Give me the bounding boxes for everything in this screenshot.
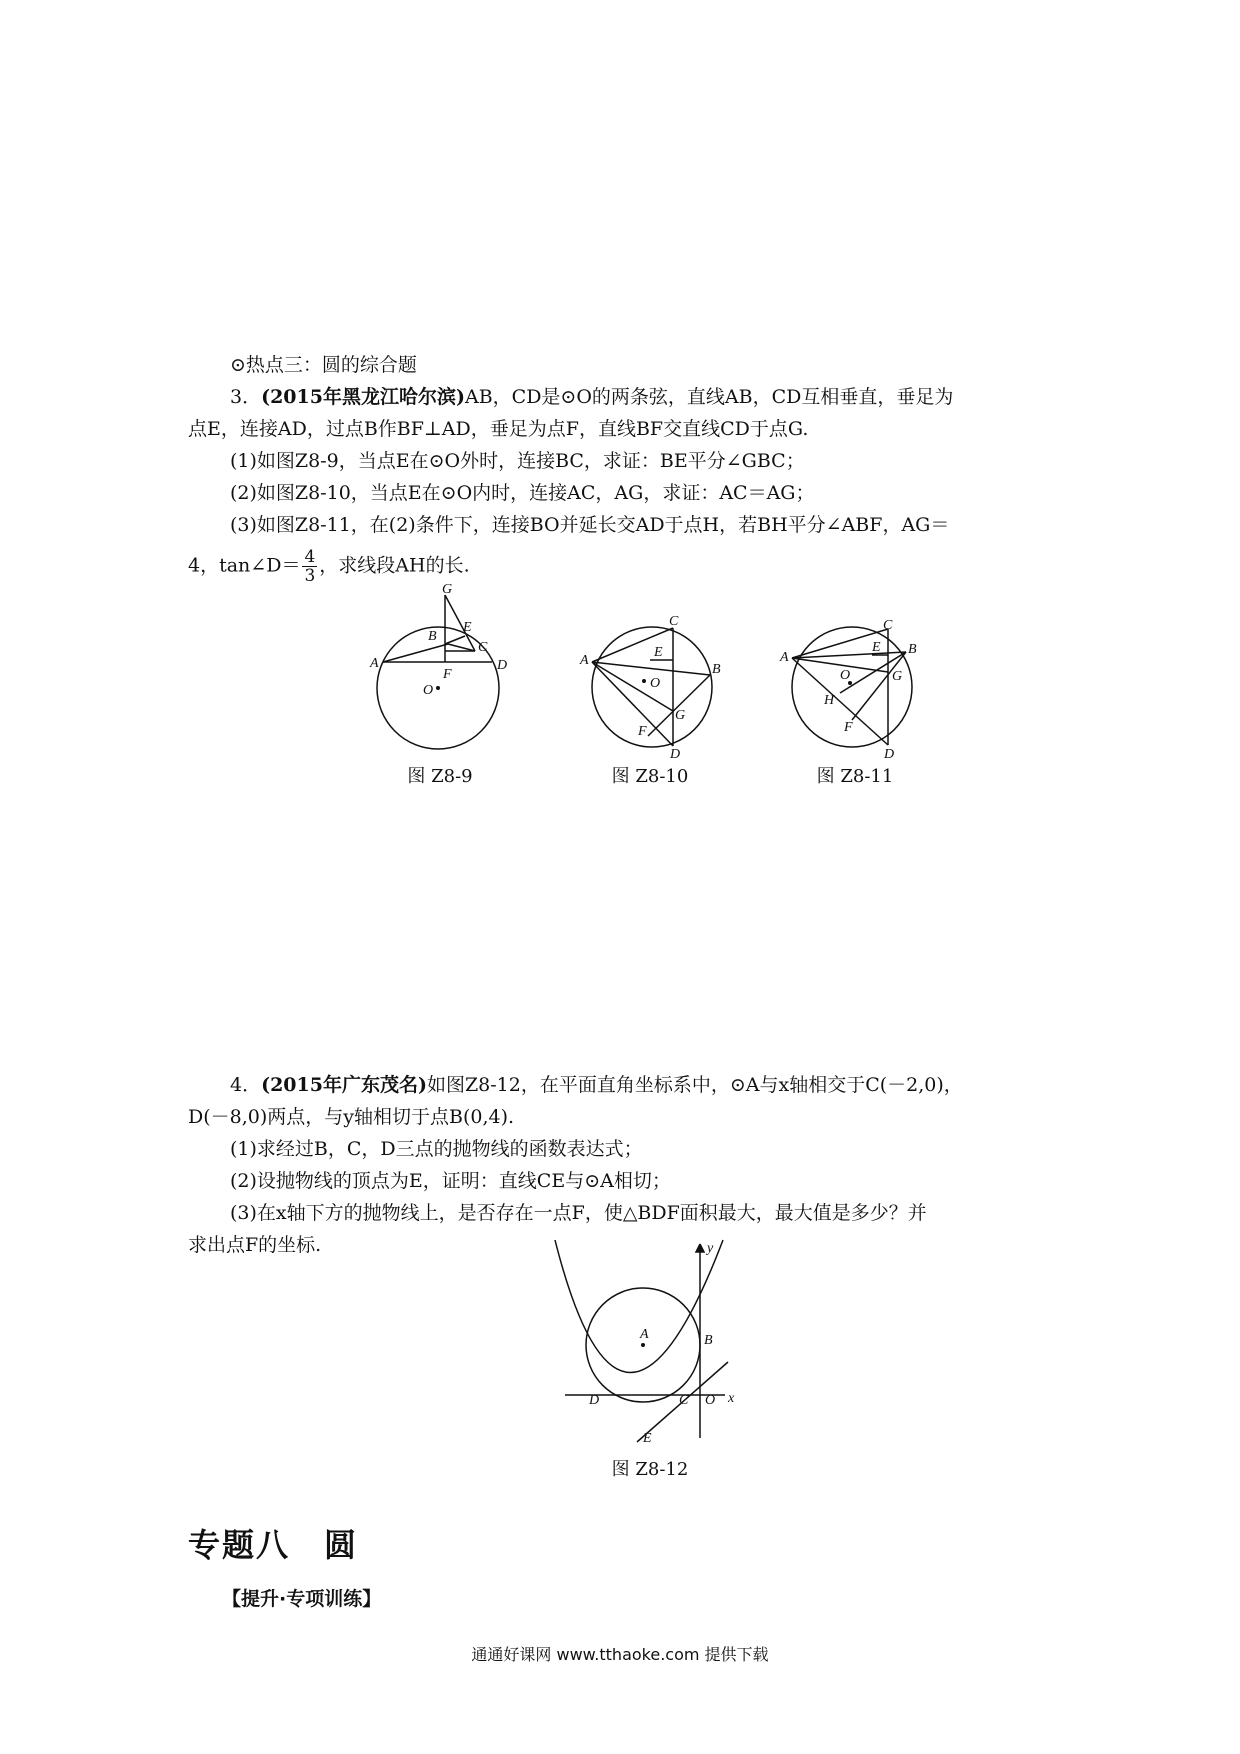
label-g: G [892, 669, 903, 684]
label-y: y [707, 1241, 714, 1256]
y-axis-arrow [696, 1244, 704, 1252]
q4-line1-text: 如图Z8-12，在平面直角坐标系中，⊙A与x轴相交于C(－2,0)， [426, 1074, 963, 1096]
label-e: E [643, 1431, 652, 1446]
label-b: B [428, 629, 437, 644]
label-d: D [884, 747, 895, 762]
figure-z8-10 [580, 615, 725, 760]
label-o: O [650, 676, 661, 691]
label-f: F [638, 724, 647, 739]
label-o: O [705, 1393, 716, 1408]
caption-z8-11: 图 Z8-11 [816, 766, 894, 787]
point-o [642, 679, 646, 683]
label-e: E [463, 620, 472, 635]
q4-part3-line2: 求出点F的坐标. [188, 1234, 322, 1256]
label-c: C [669, 614, 679, 629]
label-x: x [728, 1391, 735, 1406]
q3-part3-post: ，求线段AH的长. [319, 554, 470, 577]
line-bf [852, 652, 906, 720]
q4-number: 4． [230, 1074, 262, 1096]
label-c: C [679, 1393, 689, 1408]
point-o [436, 686, 440, 690]
label-e: E [872, 640, 881, 655]
q4-line1 [230, 1072, 963, 1098]
label-o: O [840, 668, 851, 683]
figure-z8-12 [545, 1240, 745, 1450]
q3-part1: (1)如图Z8-9，当点E在⊙O外时，连接BC，求证：BE平分∠GBC； [230, 450, 805, 472]
q3-part3-line1: (3)如图Z8-11，在(2)条件下，连接BO并延长交AD于点H，若BH平分∠ABF，AG＝ [230, 514, 950, 536]
label-b: B [712, 662, 721, 677]
label-h: H [824, 693, 835, 708]
caption-z8-9: 图 Z8-9 [407, 766, 473, 787]
q3-source: (2015年黑龙江哈尔滨) [261, 386, 465, 408]
q3-part3-line2 [188, 548, 470, 585]
label-e: E [654, 645, 663, 660]
section-title: ⊙热点三：圆的综合题 [230, 354, 417, 376]
label-d: D [670, 747, 681, 762]
label-b: B [908, 642, 917, 657]
label-a: A [780, 650, 789, 665]
chapter-subtitle: 【提升·专项训练】 [222, 1588, 382, 1610]
tan-fraction [302, 548, 317, 585]
label-c: C [478, 640, 488, 655]
figure-z8-11 [780, 615, 930, 760]
q3-part3-pre: 4，tan∠D＝ [188, 554, 301, 577]
point-a [641, 1343, 645, 1347]
q3-line2: 点E，连接AD，过点B作BF⊥AD，垂足为点F，直线BF交直线CD于点G. [188, 418, 809, 440]
caption-z8-12: 图 Z8-12 [611, 1459, 689, 1480]
q3-line1 [230, 384, 953, 410]
page-footer: 通通好课网 www.tthaoke.com 提供下载 [471, 1645, 769, 1664]
label-b: B [704, 1333, 713, 1348]
chapter-title: 专题八 圆 [188, 1526, 359, 1564]
label-f: F [443, 667, 452, 682]
label-o: O [423, 683, 434, 698]
q4-part2: (2)设抛物线的顶点为E，证明：直线CE与⊙A相切； [230, 1170, 671, 1192]
label-d: D [497, 658, 508, 673]
label-d: D [589, 1393, 600, 1408]
q4-source: (2015年广东茂名) [261, 1074, 427, 1096]
label-f: F [844, 720, 853, 735]
q3-line1-text: AB，CD是⊙O的两条弦，直线AB，CD互相垂直，垂足为 [464, 386, 954, 408]
line-be-ext [445, 636, 465, 644]
label-g: G [442, 582, 453, 597]
parabola [555, 1240, 723, 1373]
figure-z8-9 [370, 582, 530, 755]
q3-number: 3． [230, 386, 262, 408]
label-g: G [675, 708, 686, 723]
label-a: A [370, 656, 379, 671]
q4-line2: D(－8,0)两点，与y轴相切于点B(0,4). [188, 1106, 515, 1128]
label-c: C [883, 618, 893, 633]
label-a: A [640, 1327, 649, 1342]
line-be [448, 644, 475, 651]
caption-z8-10: 图 Z8-10 [611, 766, 689, 787]
fraction-denominator: 3 [304, 566, 316, 586]
label-a: A [580, 653, 589, 668]
fraction-numerator: 4 [304, 547, 316, 567]
q3-part2: (2)如图Z8-10，当点E在⊙O内时，连接AC，AG，求证：AC＝AG； [230, 482, 815, 504]
q4-part3-line1: (3)在x轴下方的抛物线上，是否存在一点F，使△BDF面积最大，最大值是多少？并 [230, 1202, 927, 1224]
q4-part1: (1)求经过B，C，D三点的抛物线的函数表达式； [230, 1138, 643, 1160]
